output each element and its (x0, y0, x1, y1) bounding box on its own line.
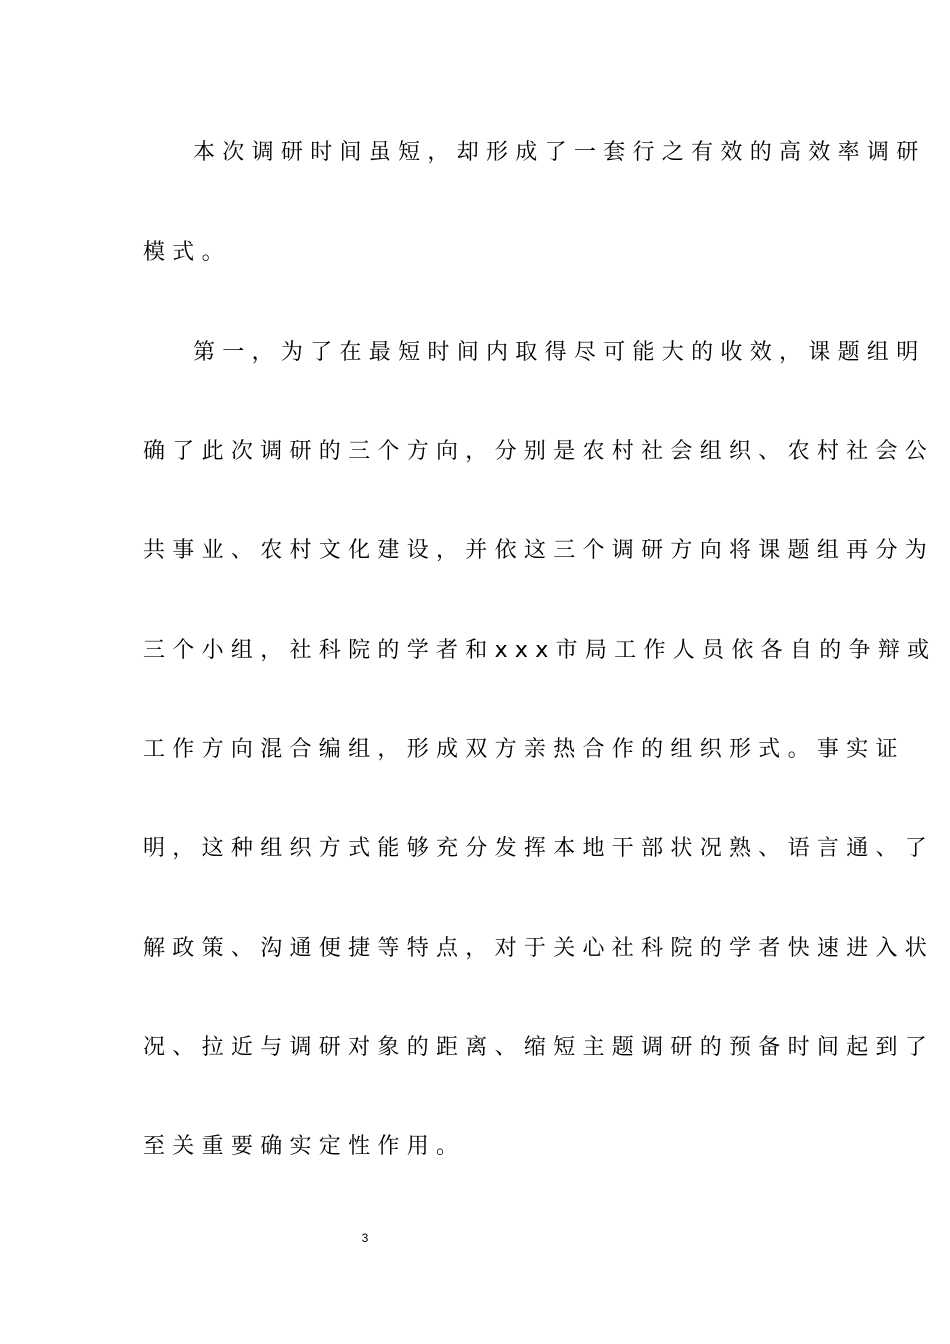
page-number: 3 (361, 1231, 369, 1245)
paragraph-2-line-1: 第一，为了在最短时间内取得尽可能大的收效，课题组明 (193, 340, 926, 365)
paragraph-2-line-4: 三个小组，社科院的学者和xxx市局工作人员依各自的争辩或 (143, 638, 937, 663)
paragraph-2-line-7: 解政策、沟通便捷等特点，对于关心社科院的学者快速进入状 (143, 936, 935, 961)
paragraph-1-line-1: 本次调研时间虽短，却形成了一套行之有效的高效率调研 (193, 140, 926, 165)
paragraph-2-line-8: 况、拉近与调研对象的距离、缩短主题调研的预备时间起到了 (143, 1035, 935, 1060)
paragraph-2-line-2: 确了此次调研的三个方向，分别是农村社会组织、农村社会公 (143, 439, 935, 464)
paragraph-2-line-3: 共事业、农村文化建设，并依这三个调研方向将课题组再分为 (143, 538, 935, 563)
paragraph-1-line-2: 模式。 (143, 240, 231, 265)
paragraph-2-line-9: 至关重要确实定性作用。 (143, 1134, 466, 1159)
paragraph-2-line-5: 工作方向混合编组，形成双方亲热合作的组织形式。事实证 (143, 737, 905, 762)
paragraph-2-line-6: 明，这种组织方式能够充分发挥本地干部状况熟、语言通、了 (143, 836, 935, 861)
